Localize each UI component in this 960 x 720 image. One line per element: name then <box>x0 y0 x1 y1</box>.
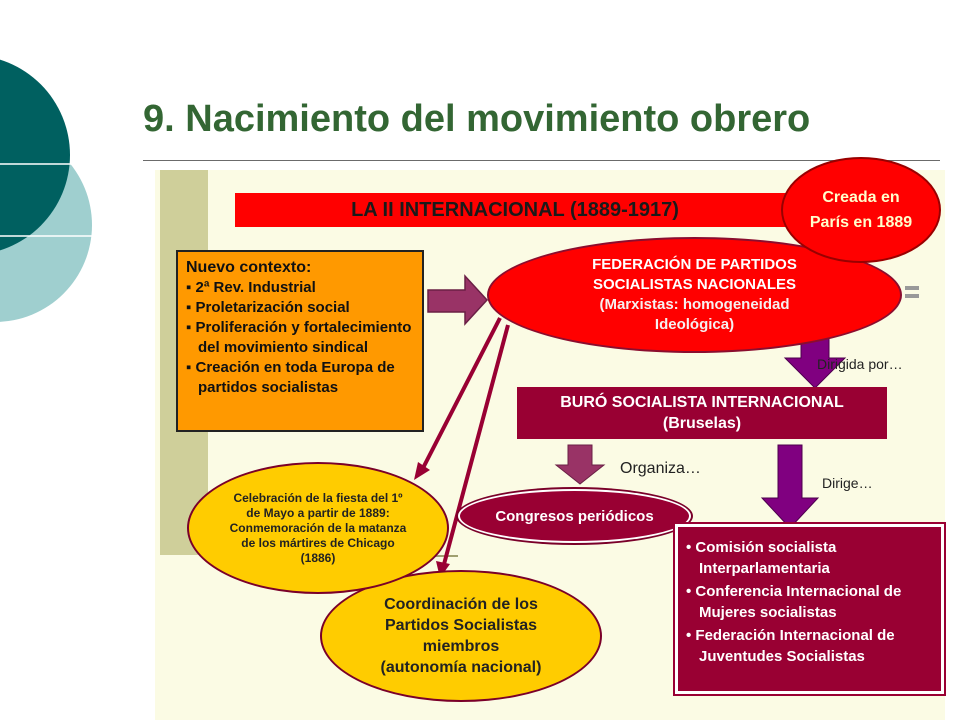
context-item: ▪ Proliferación y fortalecimiento del movimiento sindical <box>186 318 414 358</box>
founded-badge: Creada en París en 1889 <box>781 157 941 263</box>
buro-location: (Bruselas) <box>662 415 742 432</box>
slide-title: 9. Nacimiento del movimiento obrero <box>143 98 811 140</box>
congresos-ellipse: Congresos periódicos <box>458 489 691 543</box>
federation-line: (Marxistas: homogeneidad <box>599 296 790 313</box>
coordination-line <box>384 594 538 615</box>
may-day-ellipse: Celebración de la fiesta del 1º de Mayo a partir de 1889: Conmemoración de la matanza de los mártires de Chicago (1886) <box>187 462 449 594</box>
organizations-list <box>686 537 933 667</box>
arrow-organiza <box>556 445 604 484</box>
arrow-dirige <box>762 445 818 528</box>
context-heading: Nuevo contexto: <box>186 259 312 276</box>
organization-item: • Conferencia Internacional de Mujeres socialistas <box>686 581 933 623</box>
coordination-line: miembros <box>422 638 500 655</box>
coordination-line: Partidos Socialistas <box>384 617 538 634</box>
coordination-line: (autonomía nacional) <box>380 659 542 676</box>
coordination-rest: de los <box>487 596 538 613</box>
federation-line: FEDERACIÓN DE PARTIDOS <box>592 256 797 273</box>
federation-line: Ideológica) <box>654 316 735 333</box>
organizations-box <box>675 524 944 694</box>
organization-item: • Federación Internacional de Juventudes Socialistas <box>686 625 933 667</box>
organization-item: • Comisión socialista Interparlamentaria <box>686 537 933 579</box>
coordination-bold: Coordinación <box>384 596 488 613</box>
context-item: ▪ Creación en toda Europa de partidos socialistas <box>186 358 414 398</box>
context-arrow <box>428 276 487 324</box>
banner-ii-internacional: LA II INTERNACIONAL (1889-1917) <box>235 193 795 227</box>
federation-line: SOCIALISTAS NACIONALES <box>592 276 797 293</box>
buro-box <box>517 387 887 439</box>
label-dirigida-por: Dirigida por… <box>817 356 903 372</box>
context-item: ▪ 2ª Rev. Industrial <box>186 278 414 298</box>
buro-title: BURÓ SOCIALISTA INTERNACIONAL <box>560 394 844 411</box>
label-organiza: Organiza… <box>620 460 701 477</box>
label-dirige: Dirige… <box>822 475 873 491</box>
context-item: ▪ Proletarización social <box>186 298 414 318</box>
